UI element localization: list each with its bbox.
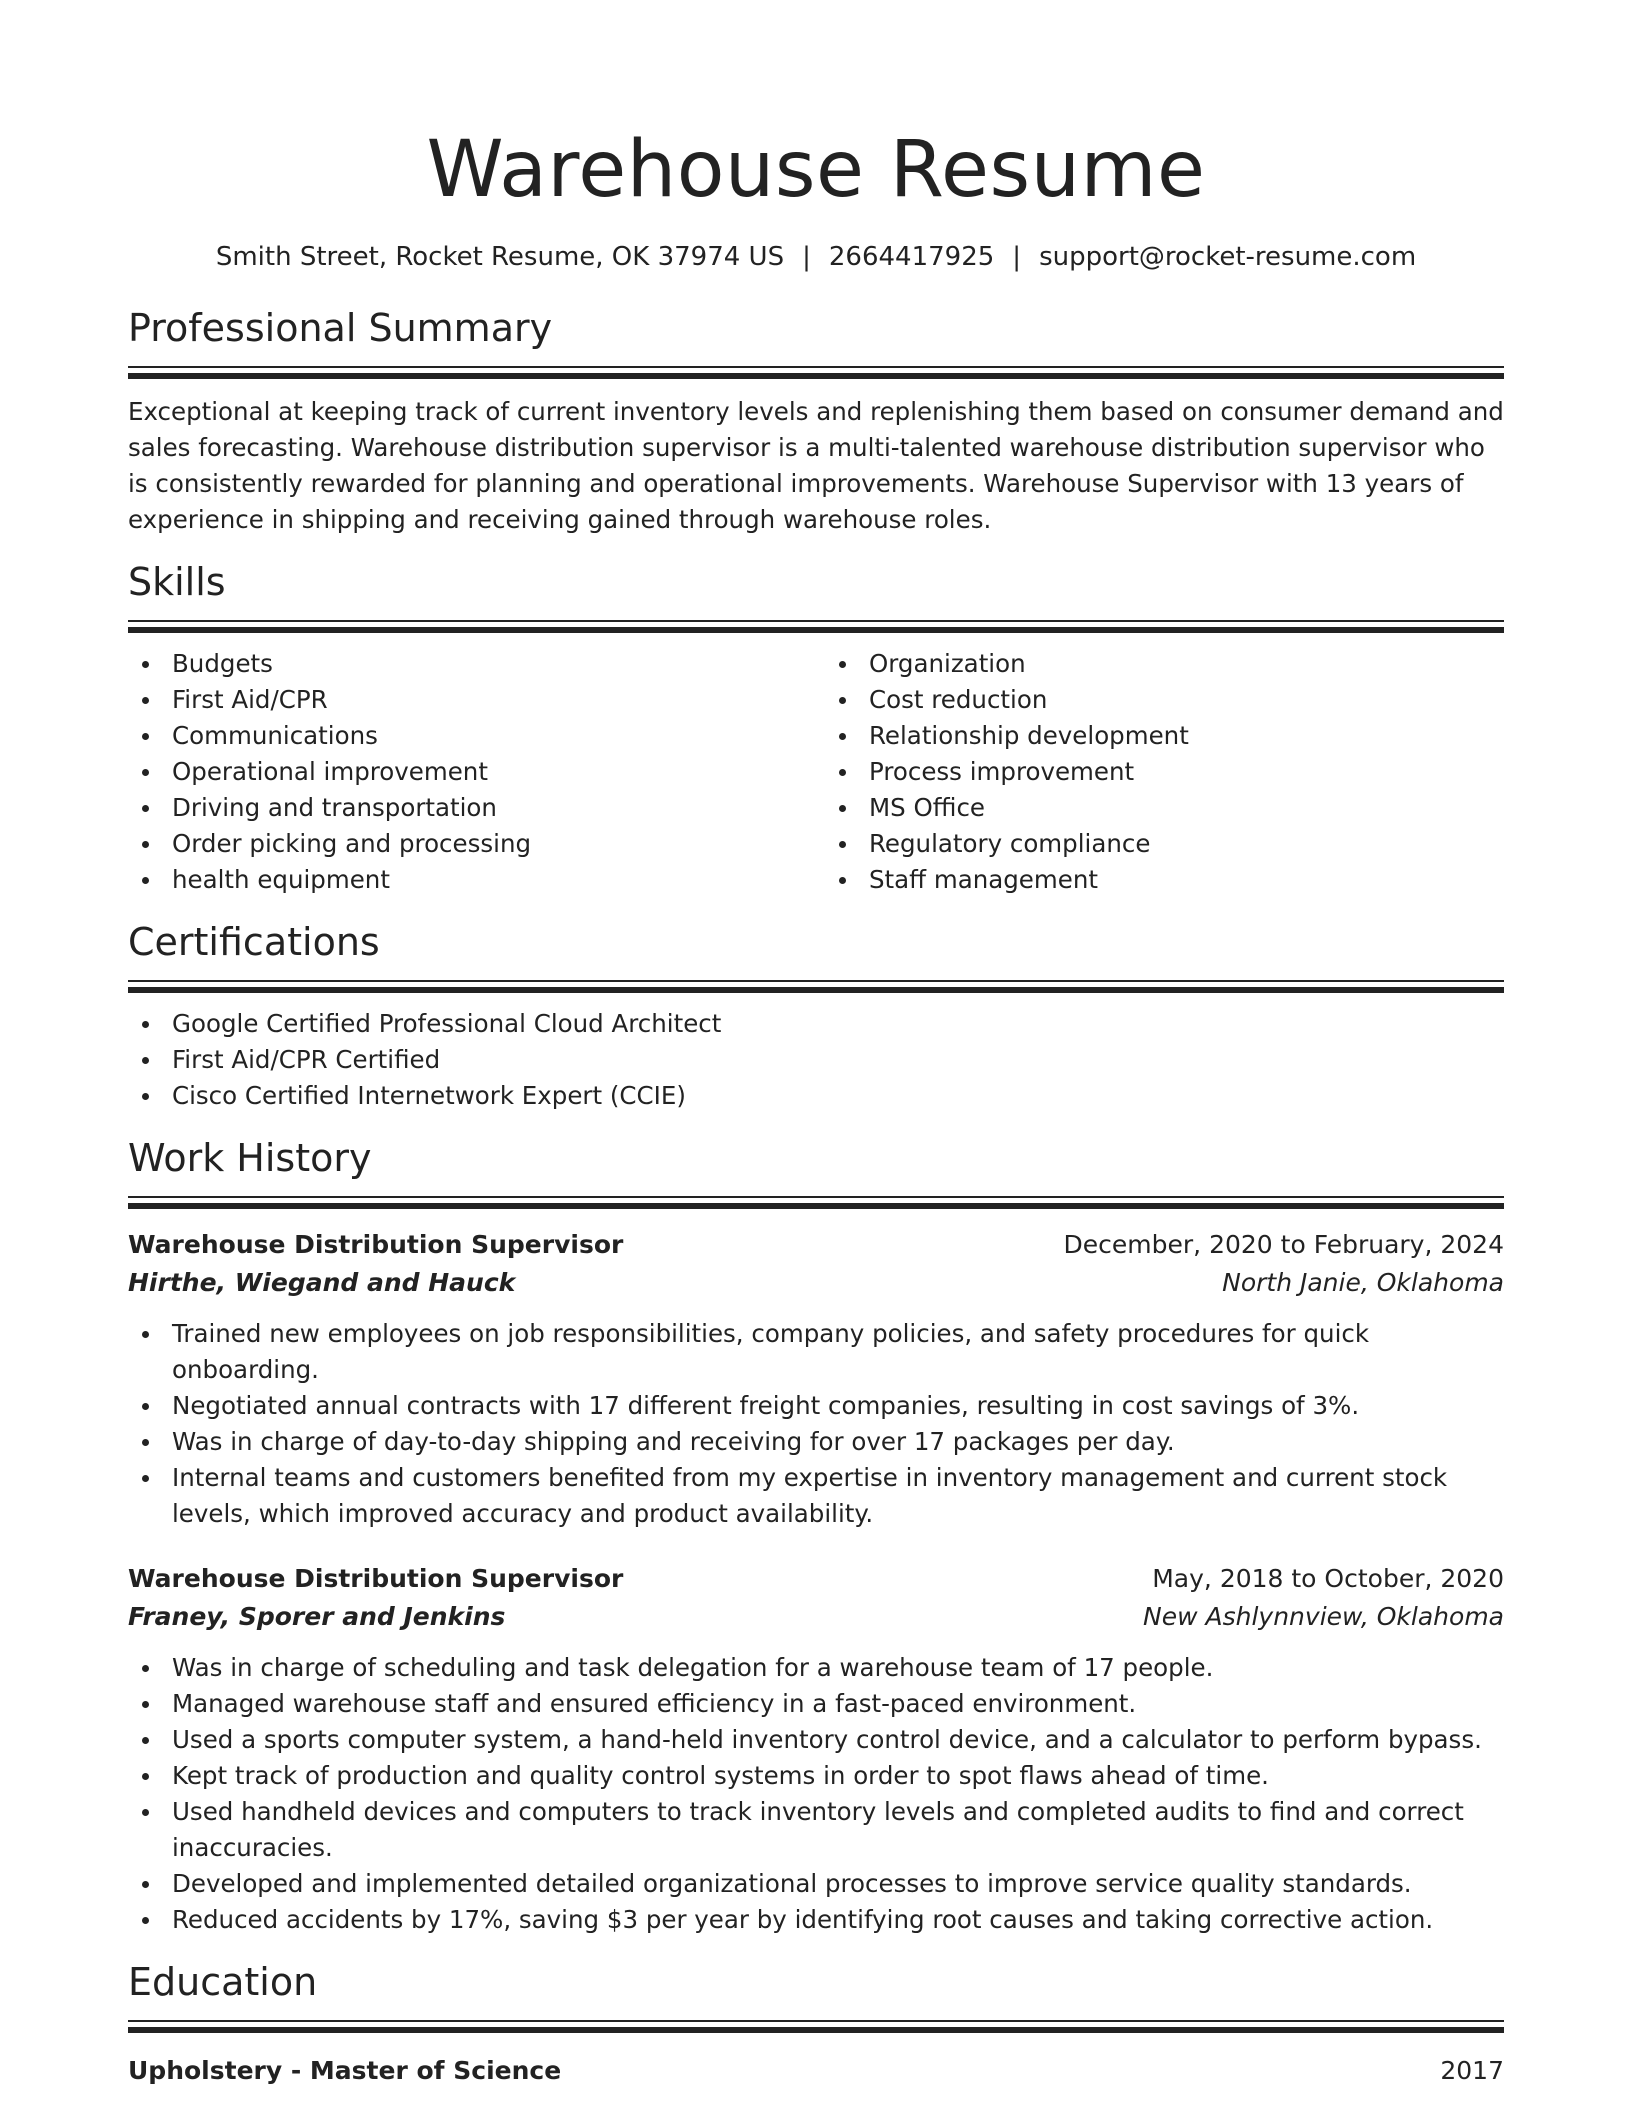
- job-bullet: Was in charge of scheduling and task delegation for a warehouse team of 17 people.: [128, 1650, 1504, 1686]
- skill-item: First Aid/CPR: [128, 682, 807, 718]
- education-year: 2017: [1440, 2056, 1504, 2085]
- skill-item: Regulatory compliance: [825, 826, 1504, 862]
- contact-address: Smith Street, Rocket Resume, OK 37974 US: [215, 242, 785, 272]
- section-divider: [128, 980, 1504, 994]
- skill-item: MS Office: [825, 790, 1504, 826]
- job-bullet: Negotiated annual contracts with 17 different freight companies, resulting in cost savings of 3%.: [128, 1388, 1504, 1424]
- skill-item: Budgets: [128, 646, 807, 682]
- skill-item: Organization: [825, 646, 1504, 682]
- job-subheader: [128, 1598, 1504, 1636]
- certification-item: Google Certified Professional Cloud Architect: [128, 1006, 1504, 1042]
- certification-item: Cisco Certified Internetwork Expert (CCIE): [128, 1078, 1504, 1114]
- job-bullets: [128, 1650, 1504, 1938]
- job-location: North Janie, Oklahoma: [1222, 1268, 1504, 1297]
- job-title: Warehouse Distribution Supervisor: [128, 1230, 624, 1259]
- section-divider: [128, 620, 1504, 634]
- skill-item: Communications: [128, 718, 807, 754]
- summary-text: Exceptional at keeping track of current inventory levels and replenishing them based on consumer demand and sales forecasting. Warehouse distribution supervisor is a multi-talented warehouse distribution supervisor who is consistently rewarded for planning and operational improvements. Warehouse Supervisor with 13 years of experience in shipping and receiving gained through warehouse roles.: [128, 397, 1504, 534]
- job-bullet: Managed warehouse staff and ensured efficiency in a fast-paced environment.: [128, 1686, 1504, 1722]
- section-heading: Skills: [128, 560, 226, 604]
- skill-item: Operational improvement: [128, 754, 807, 790]
- job-company: Hirthe, Wiegand and Hauck: [128, 1268, 516, 1297]
- job-title: Warehouse Distribution Supervisor: [128, 1564, 624, 1593]
- job-bullet: Used a sports computer system, a hand-held inventory control device, and a calculator to perform bypass.: [128, 1722, 1504, 1758]
- contact-separator: |: [802, 242, 811, 272]
- job-bullet: Trained new employees on job responsibilities, company policies, and safety procedures for quick onboarding.: [128, 1316, 1504, 1388]
- skills-list-right: [807, 646, 1504, 898]
- summary-section: [128, 304, 1504, 538]
- job-dates: December, 2020 to February, 2024: [1063, 1230, 1504, 1259]
- skills-section: [128, 558, 1504, 898]
- contact-email: support@rocket-resume.com: [1039, 242, 1417, 272]
- section-heading: Professional Summary: [128, 306, 553, 350]
- skill-item: Driving and transportation: [128, 790, 807, 826]
- skill-item: Staff management: [825, 862, 1504, 898]
- job-bullet: Reduced accidents by 17%, saving $3 per year by identifying root causes and taking corrective action.: [128, 1902, 1504, 1938]
- job-company: Franey, Sporer and Jenkins: [128, 1602, 506, 1631]
- contact-phone: 2664417925: [828, 242, 995, 272]
- section-heading: Certifications: [128, 920, 380, 964]
- education-degree: Upholstery - Master of Science: [128, 2056, 562, 2085]
- education-entry: [128, 2052, 1504, 2090]
- certifications-list: [128, 1006, 1504, 1114]
- job-entry: [128, 1560, 1504, 1938]
- skill-item: Order picking and processing: [128, 826, 807, 862]
- section-divider: [128, 366, 1504, 380]
- job-entry: [128, 1226, 1504, 1532]
- job-bullet: Used handheld devices and computers to track inventory levels and completed audits to find and correct inaccuracies.: [128, 1794, 1504, 1866]
- job-bullet: Kept track of production and quality control systems in order to spot flaws ahead of time.: [128, 1758, 1504, 1794]
- contact-line: [128, 240, 1504, 274]
- skills-columns: [128, 646, 1504, 898]
- job-bullet: Was in charge of day-to-day shipping and receiving for over 17 packages per day.: [128, 1424, 1504, 1460]
- skill-item: Process improvement: [825, 754, 1504, 790]
- job-bullets: [128, 1316, 1504, 1532]
- section-divider: [128, 2020, 1504, 2034]
- skills-list-left: [128, 646, 807, 898]
- work-history-section: [128, 1134, 1504, 1938]
- job-header: [128, 1560, 1504, 1598]
- job-bullet: Developed and implemented detailed organizational processes to improve service quality standards.: [128, 1866, 1504, 1902]
- certifications-section: [128, 918, 1504, 1114]
- section-divider: [128, 1196, 1504, 1210]
- section-heading: Work History: [128, 1136, 372, 1180]
- skill-item: Relationship development: [825, 718, 1504, 754]
- job-dates: May, 2018 to October, 2020: [1152, 1564, 1504, 1593]
- job-subheader: [128, 1264, 1504, 1302]
- job-bullet: Internal teams and customers benefited from my expertise in inventory management and current stock levels, which improved accuracy and product availability.: [128, 1460, 1504, 1532]
- education-section: [128, 1958, 1504, 2090]
- job-header: [128, 1226, 1504, 1264]
- resume-title: Warehouse Resume: [426, 125, 1206, 215]
- skill-item: health equipment: [128, 862, 807, 898]
- job-location: New Ashlynnview, Oklahoma: [1143, 1602, 1504, 1631]
- section-heading: Education: [128, 1960, 318, 2004]
- contact-separator: |: [1012, 242, 1022, 272]
- skill-item: Cost reduction: [825, 682, 1504, 718]
- certification-item: First Aid/CPR Certified: [128, 1042, 1504, 1078]
